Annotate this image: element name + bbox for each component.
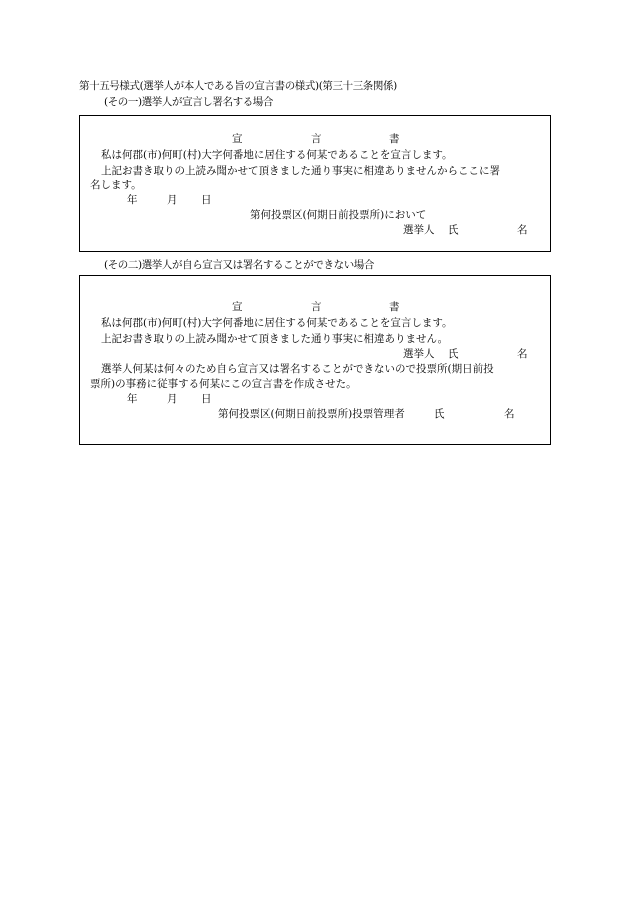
name-shi: 氏 — [448, 348, 459, 360]
name-mei: 名 — [517, 224, 528, 236]
declaration-body: 名します。 — [90, 179, 142, 191]
declaration-body: 票所)の事務に従事する何某にこの宣言書を作成させた。 — [90, 378, 357, 390]
declaration-body: 私は何郡(市)何町(村)大字何番地に居住する何某であることを宣言します。 — [101, 317, 453, 329]
declaration-body: 私は何郡(市)何町(村)大字何番地に居住する何某であることを宣言します。 — [101, 149, 453, 161]
date-year: 年 — [127, 194, 138, 206]
title-char: 宣 — [232, 301, 243, 313]
declaration-body: 上記お書き取りの上読み聞かせて頂きました通り事実に相違ありません。 — [101, 333, 449, 345]
declaration-body: 上記お書き取りの上読み聞かせて頂きました通り事実に相違ありませんからここに署 — [101, 165, 500, 177]
polling-official: 第何投票区(何期日前投票所)投票管理者 — [218, 408, 405, 420]
title-char: 書 — [389, 133, 400, 145]
declaration-body: 選挙人何某は何々のため自ら宣言又は署名することができないので投票所(期日前投 — [101, 363, 494, 375]
name-mei: 名 — [504, 408, 515, 420]
section-two-heading: (その二)選挙人が自ら宣言又は署名することができない場合 — [104, 259, 374, 271]
title-char: 宣 — [232, 133, 243, 145]
date-month: 月 — [167, 194, 178, 206]
date-month: 月 — [167, 393, 178, 405]
title-char: 言 — [311, 133, 322, 145]
declaration-form-two — [79, 275, 551, 445]
polling-place: 第何投票区(何期日前投票所)において — [250, 209, 427, 221]
title-char: 書 — [389, 301, 400, 313]
name-shi: 氏 — [448, 224, 459, 236]
form-number-heading: 第十五号様式(選挙人が本人である旨の宣言書の様式)(第三十三条関係) — [79, 80, 397, 92]
date-year: 年 — [127, 393, 138, 405]
name-shi: 氏 — [434, 408, 445, 420]
declaration-form-one — [79, 115, 551, 252]
date-day: 日 — [201, 194, 212, 206]
name-mei: 名 — [517, 348, 528, 360]
signer-label: 選挙人 — [403, 224, 435, 236]
title-char: 言 — [311, 301, 322, 313]
section-one-heading: (その一)選挙人が宣言し署名する場合 — [104, 96, 273, 108]
signer-label: 選挙人 — [403, 348, 435, 360]
date-day: 日 — [201, 393, 212, 405]
